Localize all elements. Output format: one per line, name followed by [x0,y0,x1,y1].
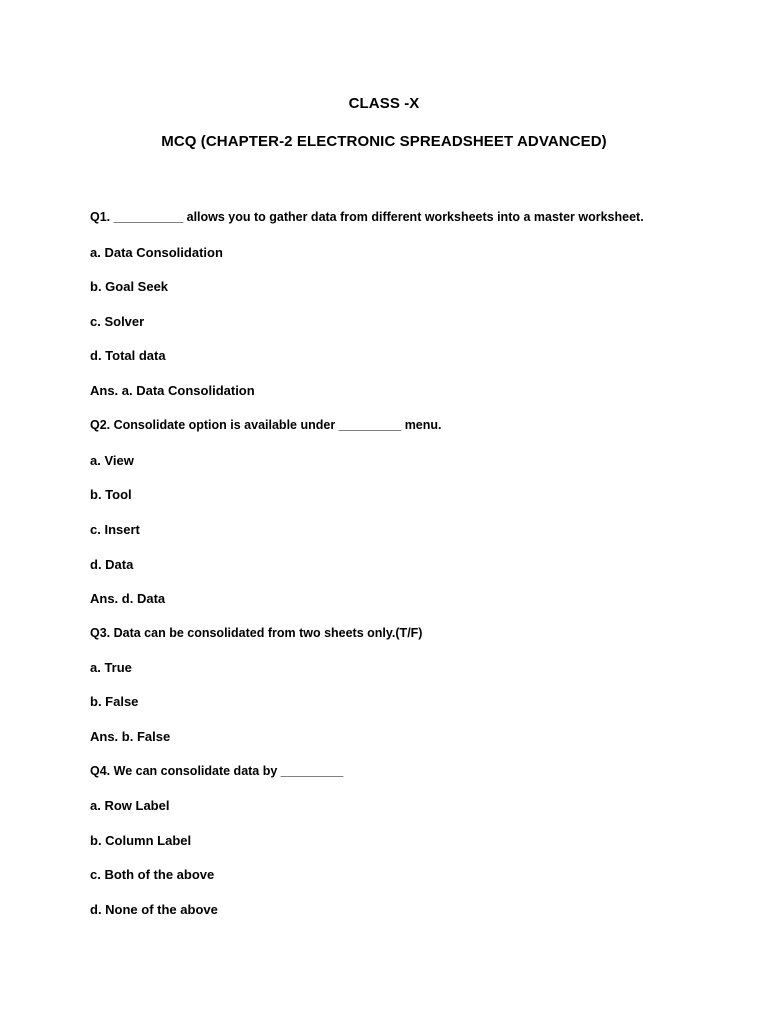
q2-option-d: d. Data [90,557,134,572]
q2-option-a: a. View [90,453,134,468]
q2-option-b: b. Tool [90,487,132,502]
q4-option-b: b. Column Label [90,833,192,848]
q2-answer: Ans. d. Data [90,591,166,606]
q1-option-d: d. Total data [90,348,166,363]
q3-answer: Ans. b. False [90,729,171,744]
q4-option-d: d. None of the above [90,902,218,917]
q3-option-a: a. True [90,660,132,675]
q4-option-a: a. Row Label [90,798,170,813]
chapter-title: MCQ (CHAPTER-2 ELECTRONIC SPREADSHEET ADVANCED) [161,133,607,150]
q1-answer: Ans. a. Data Consolidation [90,383,255,398]
question-4: Q4. We can consolidate data by _________ [90,764,344,778]
q1-option-a: a. Data Consolidation [90,245,223,260]
class-title: CLASS -X [348,95,420,112]
q1-option-c: c. Solver [90,314,145,329]
q1-option-b: b. Goal Seek [90,279,169,294]
question-3: Q3. Data can be consolidated from two sheets only.(T/F) [90,626,423,640]
q2-option-c: c. Insert [90,522,140,537]
question-2: Q2. Consolidate option is available under _________ menu. [90,418,442,432]
q3-option-b: b. False [90,694,139,709]
question-1: Q1. __________ allows you to gather data from different worksheets into a master worksheet. [90,210,644,224]
q4-option-c: c. Both of the above [90,867,215,882]
